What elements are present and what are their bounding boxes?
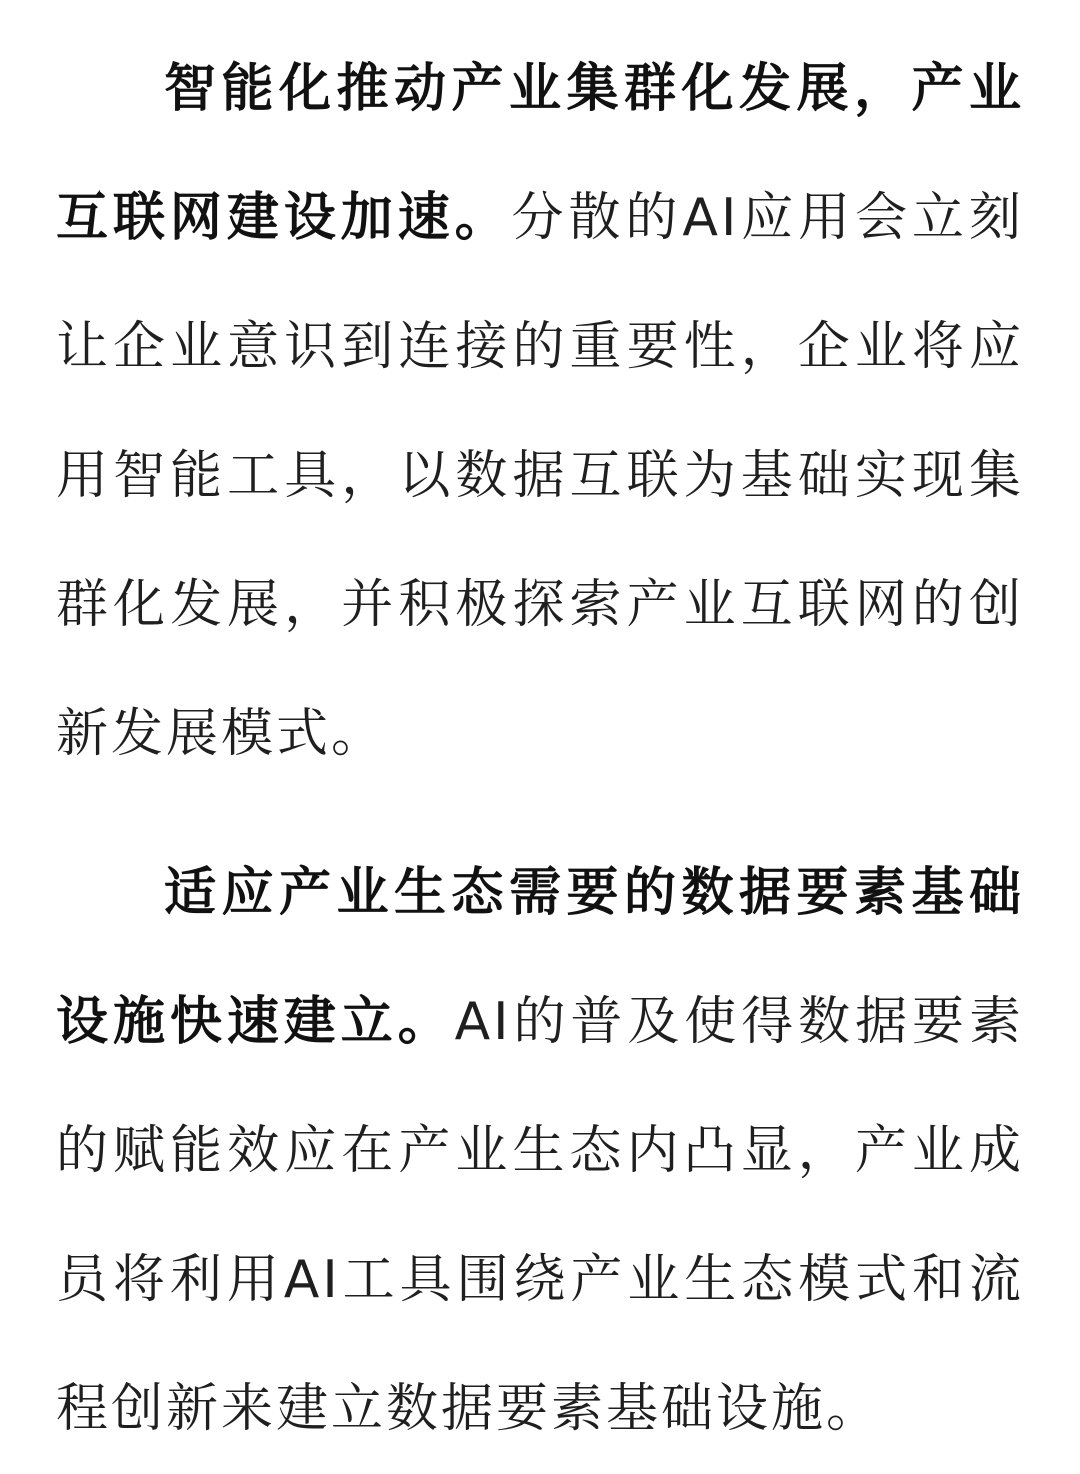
paragraph-lead: 适应产业生态需要的数据要素基础设施快速建立。 [56, 863, 1024, 1052]
paragraph-lead: 智能化推动产业集群化发展，产业互联网建设加速。 [56, 59, 1024, 248]
paragraph-text: AI的普及使得数据要素的赋能效应在产业生态内凸显，产业成员将利用AI工具围绕产业生态模式和流程创新来建立数据要素基础设施。 [56, 992, 1024, 1439]
paragraph-text: 分散的AI应用会立刻让企业意识到连接的重要性，企业将应用智能工具，以数据互联为基础实现集群化发展，并积极探索产业互联网的创新发展模式。 [56, 188, 1024, 764]
paragraph-industrial-clustering [56, 25, 1024, 799]
article-body [56, 25, 1024, 1474]
paragraph-data-infrastructure [56, 829, 1024, 1474]
